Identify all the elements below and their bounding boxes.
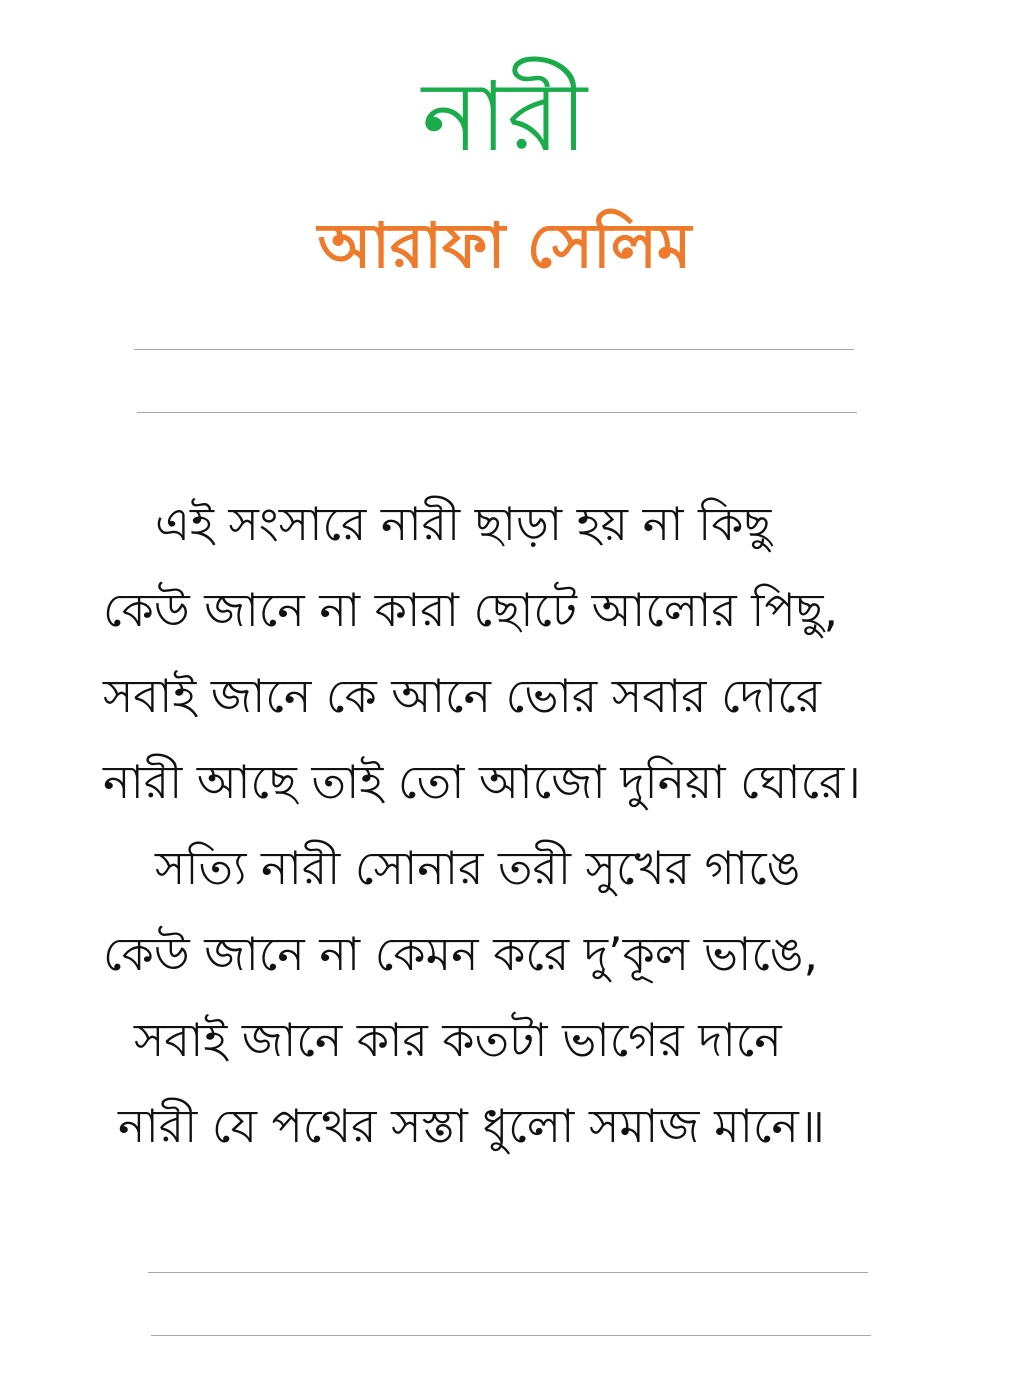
divider-bottom-2 <box>151 1335 871 1336</box>
poem-line: কেউ জানে না কেমন করে দু’কূল ভাঙে, <box>103 927 819 981</box>
poem-line: সবাই জানে কার কতটা ভাগের দানে <box>134 1013 782 1067</box>
poem-line: এই সংসারে নারী ছাড়া হয় না কিছু <box>155 497 772 551</box>
poem-title: নারী <box>421 61 588 173</box>
poem-author: আরাফা সেলিম <box>317 209 692 282</box>
poem-line: সবাই জানে কে আনে ভোর সবার দোরে <box>103 669 822 723</box>
poem-line: কেউ জানে না কারা ছোটে আলোর পিছু, <box>103 583 839 637</box>
poem-line: নারী যে পথের সস্তা ধুলো সমাজ মানে॥ <box>118 1099 825 1153</box>
poem-line: নারী আছে তাই তো আজো দুনিয়া ঘোরে। <box>103 755 861 809</box>
divider-bottom-1 <box>148 1272 868 1273</box>
poem-line: সত্যি নারী সোনার তরী সুখের গাঙে <box>155 841 801 895</box>
